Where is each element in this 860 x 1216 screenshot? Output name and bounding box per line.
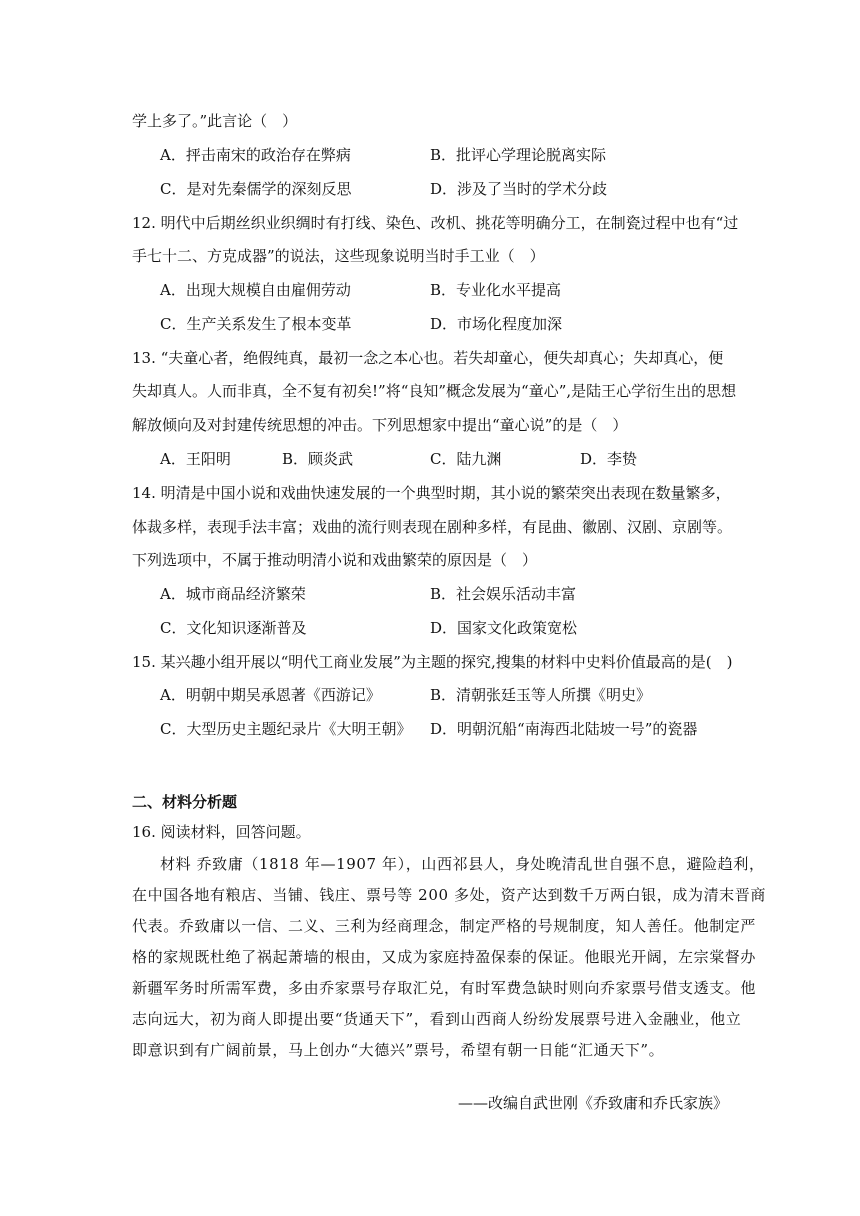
q14-stem-line-1: 14. 明清是中国小说和戏曲快速发展的一个典型时期，其小说的繁荣突出表现在数量繁多， [132, 484, 731, 502]
material-line-2: 在中国各地有粮店、当铺、钱庄、票号等 200 多处，资产达到数千万两白银，成为清末晋商 [132, 886, 766, 904]
q14-option-c: C．文化知识逐渐普及 [160, 619, 307, 637]
q14-stem-line-2: 体裁多样，表现手法丰富；戏曲的流行则表现在剧种多样，有昆曲、徽剧、汉剧、京剧等。 [132, 518, 733, 536]
q16-stem: 16. 阅读材料，回答问题。 [132, 823, 311, 841]
q15-stem: 15. 某兴趣小组开展以“明代工商业发展”为主题的探究,搜集的材料中史料价值最高的是( ) [132, 653, 733, 671]
q15-option-b: B．清朝张廷玉等人所撰《明史》 [430, 686, 652, 704]
material-line-4: 格的家规既杜绝了祸起萧墙的根由，又成为家庭持盈保泰的保证。他眼光开阔，左宗棠督办 [132, 948, 757, 966]
q11-stem-tail: 学上多了。”此言论（ ） [132, 112, 298, 130]
q14-option-b: B．社会娱乐活动丰富 [430, 585, 577, 603]
q12-option-b: B．专业化水平提高 [430, 281, 562, 299]
q13-option-b: B．顾炎武 [282, 450, 354, 468]
q13-option-d: D．李贽 [580, 450, 638, 468]
q13-stem-line-2: 失却真人。人而非真，全不复有初矣!”将“良知”概念发展为“童心”,是陆王心学衍生出的思想 [132, 382, 737, 400]
q12-option-a: A．出现大规模自由雇佣劳动 [160, 281, 351, 299]
q13-stem-line-1: 13. “夫童心者，绝假纯真，最初一念之本心也。若失却童心，便失却真心；失却真心，便 [132, 349, 724, 367]
q11-option-a: A．抨击南宋的政治存在弊病 [160, 146, 351, 164]
q11-option-d: D．涉及了当时的学术分歧 [430, 180, 608, 198]
q14-option-d: D．国家文化政策宽松 [430, 619, 578, 637]
q12-stem-line-2: 手七十二、方克成器”的说法，这些现象说明当时手工业（ ） [132, 247, 545, 265]
q12-option-d: D．市场化程度加深 [430, 315, 563, 333]
material-line-6: 志向远大，初为商人即提出要“货通天下”，看到山西商人纷纷发展票号进入金融业，他立 [132, 1010, 742, 1028]
q12-option-c: C．生产关系发生了根本变革 [160, 315, 352, 333]
q15-option-c: C．大型历史主题纪录片《大明王朝》 [160, 720, 412, 738]
q15-option-d: D．明朝沉船“南海西北陆坡一号”的瓷器 [430, 720, 698, 738]
material-source: ——改编自武世刚《乔致庸和乔氏家族》 [457, 1094, 728, 1112]
q13-option-a: A．王阳明 [160, 450, 231, 468]
material-line-3: 代表。乔致庸以一信、二义、三利为经商理念，制定严格的号规制度，知人善任。他制定严 [132, 917, 757, 935]
q13-stem-line-3: 解放倾向及对封建传统思想的冲击。下列思想家中提出“童心说”的是（ ） [132, 416, 628, 434]
material-line-1: 材料 乔致庸（1818 年—1907 年），山西祁县人，身处晚清乱世自强不息，避险趋利， [160, 855, 765, 873]
q11-option-b: B．批评心学理论脱离实际 [430, 146, 607, 164]
q15-option-a: A．明朝中期吴承恩著《西游记》 [160, 686, 381, 704]
section-heading: 二、材料分析题 [132, 793, 238, 811]
material-line-7: 即意识到有广阔前景，马上创办“大德兴”票号，希望有朝一日能“汇通天下”。 [132, 1041, 665, 1059]
q13-option-c: C．陆九渊 [430, 450, 502, 468]
q12-stem-line-1: 12. 明代中后期丝织业织绸时有打线、染色、改机、挑花等明确分工，在制瓷过程中也有“过 [132, 214, 739, 232]
q11-option-c: C．是对先秦儒学的深刻反思 [160, 180, 352, 198]
q14-stem-line-3: 下列选项中，不属于推动明清小说和戏曲繁荣的原因是（ ） [132, 551, 538, 569]
q14-option-a: A．城市商品经济繁荣 [160, 585, 306, 603]
material-line-5: 新疆军务时所需军费，多由乔家票号存取汇兑，有时军费急缺时则向乔家票号借支透支。他 [132, 979, 757, 997]
